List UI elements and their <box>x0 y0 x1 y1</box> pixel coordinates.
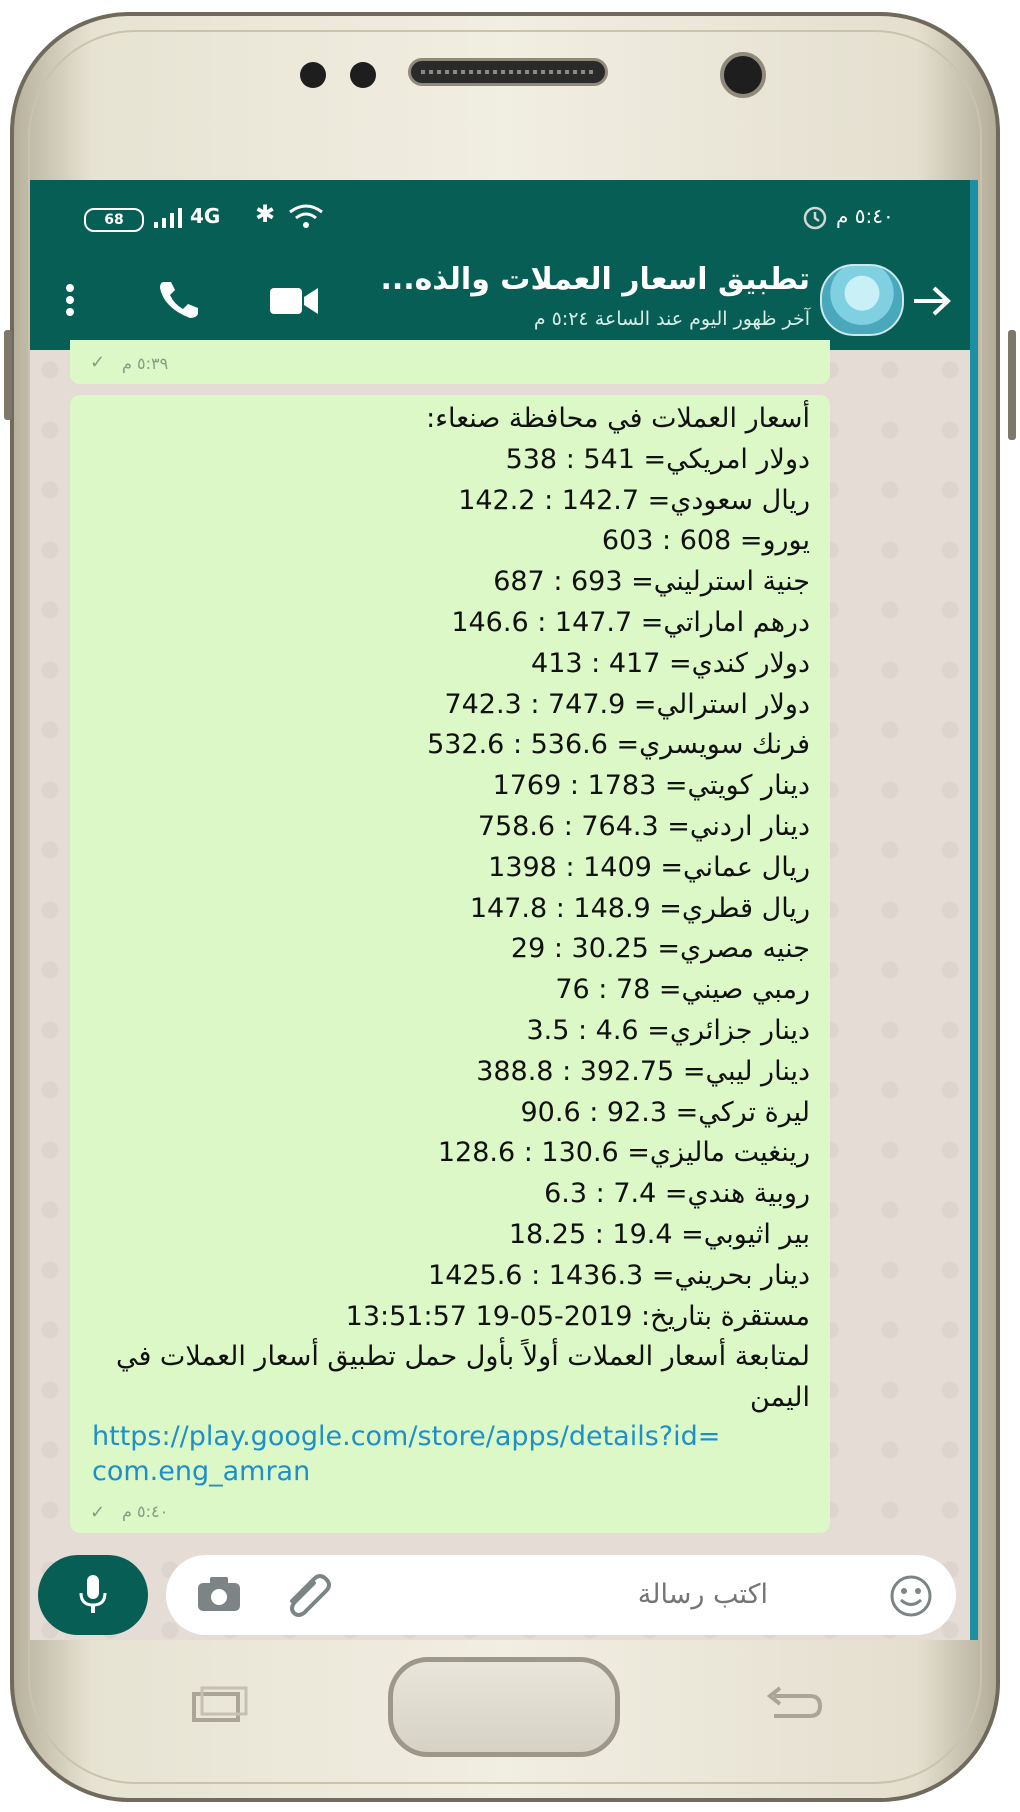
message-line: ريال عماني= 1409 : 1398 <box>488 851 810 883</box>
light-sensor <box>350 62 376 88</box>
message-time: ٥:٣٩ م <box>122 354 169 373</box>
earpiece-speaker <box>408 58 608 86</box>
network-type: 4G <box>190 204 221 228</box>
message-bubble[interactable] <box>70 340 830 384</box>
screen <box>30 180 978 1640</box>
message-line: روبية هندي= 7.4 : 6.3 <box>544 1178 810 1210</box>
chat-title[interactable]: تطبيق اسعار العملات والذه... <box>380 262 810 297</box>
message-line: دولار كندي= 417 : 413 <box>531 647 810 679</box>
chat-header <box>30 250 970 350</box>
attach-icon[interactable] <box>284 1571 334 1621</box>
message-line: بير اثيوبي= 19.4 : 18.25 <box>508 1218 810 1250</box>
overflow-menu-icon[interactable] <box>60 280 80 320</box>
back-button[interactable] <box>760 1686 824 1737</box>
message-time: ٥:٤٠ م <box>122 1502 169 1521</box>
power-button <box>1008 330 1016 440</box>
video-call-icon[interactable] <box>268 284 320 322</box>
last-seen: آخر ظهور اليوم عند الساعة ٥:٢٤ م <box>533 308 810 330</box>
emoji-icon[interactable] <box>888 1573 934 1623</box>
message-input[interactable] <box>366 1567 770 1621</box>
message-line: رينغيت ماليزي= 130.6 : 128.6 <box>437 1137 810 1169</box>
message-line: أسعار العملات في محافظة صنعاء: <box>426 403 810 434</box>
message-body <box>70 395 830 1489</box>
volume-button <box>4 330 12 420</box>
message-line: ريال سعودي= 142.7 : 142.2 <box>458 484 810 516</box>
message-line: دولار استرالي= 747.9 : 742.3 <box>444 688 810 720</box>
message-line: جنية استرليني= 693 : 687 <box>493 566 810 598</box>
front-camera <box>720 52 766 98</box>
recent-apps-button[interactable] <box>190 1686 250 1737</box>
message-line: دينار اردني= 764.3 : 758.6 <box>477 810 810 842</box>
message-line: مستقرة بتاريخ: 2019-05-19 13:51:57 <box>345 1300 810 1332</box>
bluetooth-icon: ✱ <box>255 200 276 228</box>
message-line: ريال قطري= 148.9 : 147.8 <box>469 892 810 924</box>
message-composer[interactable] <box>166 1555 956 1635</box>
battery-level: 68 <box>104 212 124 228</box>
message-line: دينار بحريني= 1436.3 : 1425.6 <box>428 1259 810 1291</box>
mic-icon <box>76 1573 110 1617</box>
avatar[interactable] <box>820 264 904 336</box>
message-line: رمبي صيني= 78 : 76 <box>555 974 810 1006</box>
store-link[interactable]: https://play.google.com/store/apps/details?id=com.eng_amran <box>92 1420 721 1487</box>
voice-call-icon[interactable] <box>156 278 204 326</box>
camera-icon[interactable] <box>196 1575 242 1619</box>
message-line: دولار امريكي= 541 : 538 <box>505 443 810 475</box>
message-line: يورو= 608 : 603 <box>601 525 810 557</box>
mic-button[interactable] <box>38 1555 148 1635</box>
message-bubble[interactable] <box>70 395 830 1533</box>
message-line: دينار كويتي= 1783 : 1769 <box>492 770 810 802</box>
message-line: دينار جزائري= 4.6 : 3.5 <box>526 1014 810 1046</box>
message-line: لمتابعة أسعار العملات أولاً بأول حمل تطبيق أسعار العملات في اليمن <box>107 1341 810 1414</box>
wifi-icon <box>286 202 326 235</box>
home-button[interactable] <box>388 1657 620 1757</box>
chat-area <box>30 350 970 1640</box>
sent-check-icon: ✓ <box>90 1502 106 1523</box>
message-line: درهم اماراتي= 147.7 : 146.6 <box>451 606 810 638</box>
status-bar <box>30 180 970 250</box>
message-line: دينار ليبي= 392.75 : 388.8 <box>476 1055 810 1087</box>
signal-icon <box>152 206 188 235</box>
battery-indicator <box>84 208 144 232</box>
sent-check-icon: ✓ <box>90 352 106 373</box>
proximity-sensor <box>300 62 326 88</box>
message-line: ليرة تركي= 92.3 : 90.6 <box>520 1096 810 1128</box>
status-time: ٥:٤٠ م <box>836 204 894 228</box>
alarm-icon <box>800 202 830 237</box>
message-line: فرنك سويسري= 536.6 : 532.6 <box>427 729 810 761</box>
back-arrow-icon[interactable] <box>910 284 954 322</box>
message-line: جنيه مصري= 30.25 : 29 <box>510 933 810 965</box>
